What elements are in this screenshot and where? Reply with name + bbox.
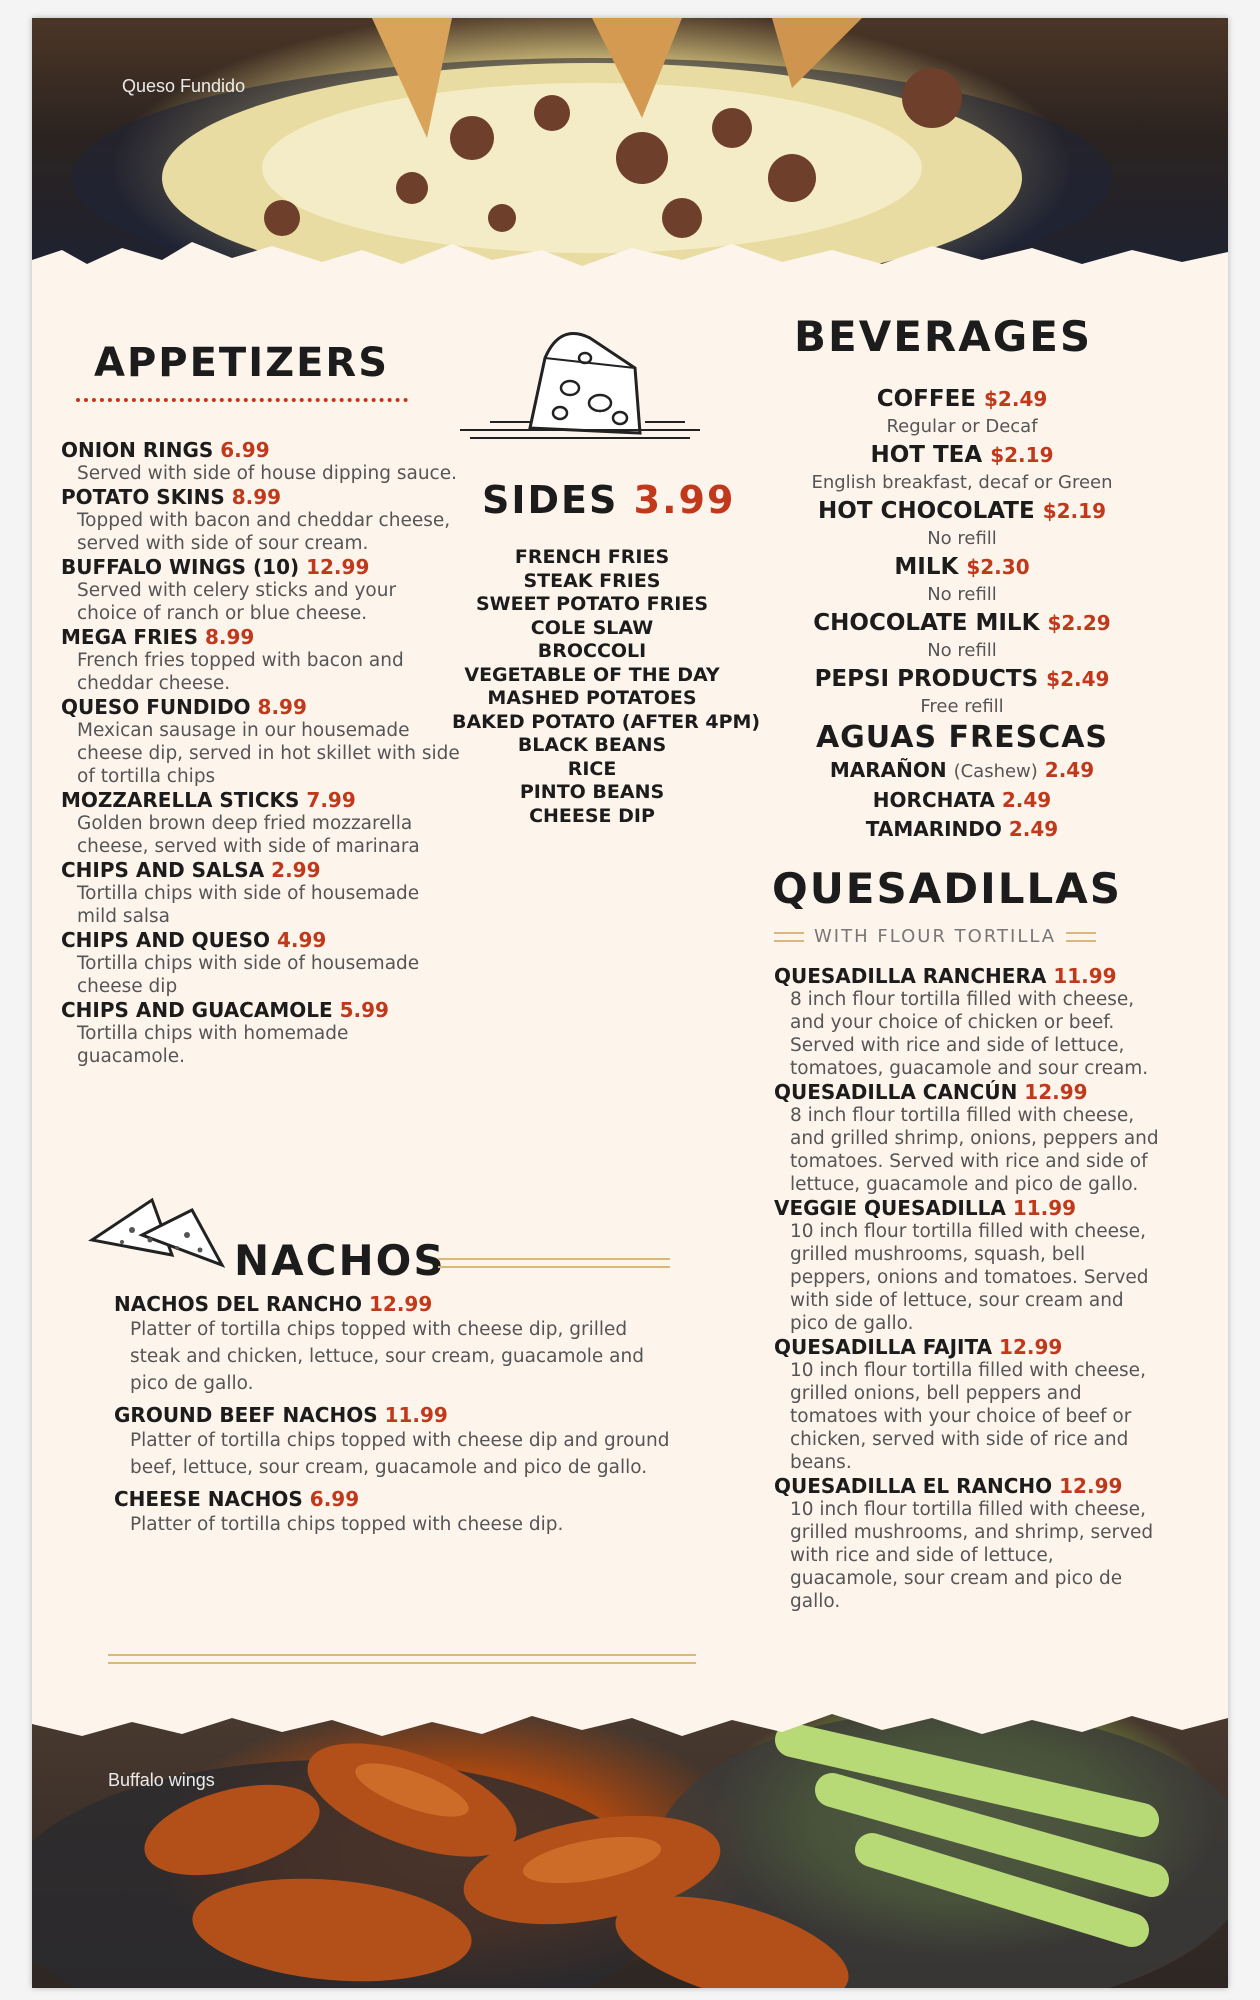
beverage-name: HOT TEA (870, 442, 983, 468)
beverage-price: $2.19 (990, 443, 1054, 467)
subtitle-rule-right (1066, 932, 1096, 942)
quesadillas-subtitle-row (774, 926, 1124, 947)
item-name: MEGA FRIES (61, 625, 198, 649)
beverage-name: MILK (894, 554, 959, 580)
side-item: PINTO BEANS (519, 781, 665, 803)
beverage-note: Regular or Decaf (886, 416, 1038, 437)
item-name: BUFFALO WINGS (10) (61, 555, 300, 579)
item-name: QUESADILLA RANCHERA (774, 964, 1047, 988)
quesadillas-title: QUESADILLAS (772, 864, 1123, 913)
nachos-icon (82, 1180, 232, 1280)
item-name: NACHOS DEL RANCHO (114, 1292, 363, 1316)
appetizer-item (61, 788, 461, 858)
beverage-price: $2.29 (1047, 611, 1111, 635)
quesadillas-list (774, 964, 1164, 1613)
side-item: CHEESE DIP (529, 804, 655, 827)
appetizers-list (61, 438, 461, 1068)
sides-price: 3.99 (633, 478, 736, 522)
appetizer-item (61, 928, 461, 998)
agua-price: 2.49 (1044, 758, 1095, 782)
item-description: Served with side of house dipping sauce. (77, 463, 457, 484)
queso-fundido-photo (32, 18, 1228, 280)
item-description: Served with celery sticks and your choice of ranch or blue cheese. (77, 580, 397, 624)
item-price: 7.99 (306, 788, 356, 812)
quesadilla-item (774, 1196, 1164, 1335)
item-price: 12.99 (999, 1335, 1063, 1359)
agua-price: 2.49 (1001, 788, 1052, 812)
appetizer-item (61, 998, 461, 1068)
item-price: 5.99 (339, 998, 389, 1022)
item-price: 12.99 (368, 1292, 433, 1316)
item-description: Platter of tortilla chips topped with cheese dip. (130, 1514, 564, 1535)
agua-item (772, 815, 1152, 844)
item-price: 11.99 (1012, 1196, 1077, 1220)
item-description: 10 inch flour tortilla filled with cheese, grilled onions, bell peppers and tomatoes with your choice of beef or chicken, served with side of rice and beans. (790, 1360, 1146, 1473)
beverage-item (772, 496, 1152, 552)
item-name: QUESO FUNDIDO (61, 695, 251, 719)
beverages-list (772, 384, 1152, 844)
quesadilla-item (774, 1474, 1164, 1613)
agua-note: (Cashew) (953, 761, 1038, 782)
aguas-frescas-title: AGUAS FRESCAS (815, 720, 1109, 755)
item-description: 10 inch flour tortilla filled with cheese, grilled mushrooms, and shrimp, served with rice and side of lettuce, guacamole, sour cream and pico de gallo. (790, 1499, 1154, 1612)
item-price: 11.99 (384, 1403, 448, 1427)
item-name: CHIPS AND QUESO (61, 928, 270, 952)
nachos-bottom-rule (108, 1654, 696, 1664)
item-description: 8 inch flour tortilla filled with cheese, and grilled shrimp, onions, peppers and tomatoes. Served with rice and side of lettuce, guacamole and pico de gallo. (790, 1105, 1159, 1195)
side-item: RICE (567, 757, 617, 780)
item-price: 2.99 (271, 858, 321, 882)
beverage-note: No refill (927, 584, 997, 605)
side-item: BROCCOLI (537, 640, 647, 662)
side-item: BAKED POTATO (AFTER 4PM) (452, 710, 761, 733)
beverage-item (772, 384, 1152, 440)
agua-price: 2.49 (1008, 817, 1059, 841)
side-item: SWEET POTATO FRIES (475, 593, 709, 615)
beverage-note: No refill (927, 640, 997, 661)
item-price: 8.99 (231, 485, 282, 509)
item-description: Tortilla chips with side of housemade cheese dip (77, 953, 420, 997)
item-name: MOZZARELLA STICKS (61, 788, 300, 812)
beverage-price: $2.30 (966, 555, 1030, 579)
item-name: QUESADILLA EL RANCHO (774, 1474, 1053, 1498)
item-name: POTATO SKINS (61, 485, 225, 509)
side-item: STEAK FRIES (523, 569, 661, 592)
sides-list (452, 546, 761, 828)
item-name: VEGGIE QUESADILLA (774, 1196, 1006, 1220)
item-name: ONION RINGS (61, 438, 214, 462)
item-price: 4.99 (276, 928, 327, 952)
appetizer-item (61, 625, 461, 695)
item-name: CHIPS AND SALSA (61, 858, 265, 882)
item-description: 8 inch flour tortilla filled with cheese, and your choice of chicken or beef. Served with rice and side of lettuce, tomatoes, guacamole and sour cream. (790, 989, 1149, 1079)
beverage-note: Free refill (920, 696, 1004, 717)
item-description: Tortilla chips with homemade guacamole. (77, 1023, 349, 1067)
item-price: 12.99 (306, 555, 370, 579)
appetizer-item (61, 555, 461, 625)
appetizers-title: APPETIZERS (94, 340, 390, 386)
appetizer-item (61, 438, 461, 485)
item-name: CHEESE NACHOS (114, 1487, 303, 1511)
side-item: MASHED POTATOES (487, 687, 697, 709)
nachos-title-rule (438, 1258, 670, 1268)
quesadilla-item (774, 964, 1164, 1080)
torn-edge-top (32, 220, 1228, 280)
torn-edge-bottom (32, 1700, 1228, 1750)
item-name: QUESADILLA FAJITA (774, 1335, 993, 1359)
side-item: BLACK BEANS (517, 734, 667, 756)
item-price: 8.99 (257, 695, 307, 719)
nachos-item (114, 1487, 674, 1538)
appetizer-item (61, 485, 461, 555)
item-description: French fries topped with bacon and cheddar cheese. (77, 650, 404, 694)
item-price: 8.99 (204, 625, 255, 649)
beverage-note: No refill (927, 528, 997, 549)
beverage-item (772, 552, 1152, 608)
beverage-name: HOT CHOCOLATE (818, 498, 1035, 524)
appetizers-divider (76, 398, 408, 402)
item-description: Platter of tortilla chips topped with cheese dip, grilled steak and chicken, lettuce, sour cream, guacamole and pico de gallo. (130, 1319, 644, 1394)
side-item: VEGETABLE OF THE DAY (464, 663, 720, 686)
item-price: 11.99 (1053, 964, 1117, 988)
beverage-price: $2.49 (1046, 667, 1110, 691)
beverages-title: BEVERAGES (794, 312, 1093, 361)
quesadilla-item (774, 1080, 1164, 1196)
beverage-price: $2.19 (1042, 499, 1106, 523)
subtitle-rule-left (774, 932, 804, 942)
item-price: 12.99 (1024, 1080, 1088, 1104)
nachos-item (114, 1292, 674, 1403)
beverage-item (772, 440, 1152, 496)
beverage-item (772, 608, 1152, 664)
side-item: COLE SLAW (530, 616, 654, 639)
agua-item (772, 786, 1152, 815)
beverage-name: PEPSI PRODUCTS (814, 666, 1039, 692)
beverage-price: $2.49 (984, 387, 1048, 411)
nachos-list (114, 1292, 674, 1538)
item-description: Platter of tortilla chips topped with cheese dip and ground beef, lettuce, sour cream, guacamole and pico de gallo. (130, 1430, 670, 1478)
sides-title-text: SIDES (482, 478, 619, 522)
item-description: Topped with bacon and cheddar cheese, served with side of sour cream. (77, 510, 451, 554)
side-item: FRENCH FRIES (514, 546, 670, 568)
beverage-name: COFFEE (876, 386, 976, 412)
nachos-title: NACHOS (234, 1236, 446, 1285)
beverage-note: English breakfast, decaf or Green (811, 472, 1113, 493)
agua-name: HORCHATA (872, 788, 995, 812)
quesadillas-subtitle: WITH FLOUR TORTILLA (814, 926, 1057, 947)
item-price: 12.99 (1059, 1474, 1123, 1498)
item-description: 10 inch flour tortilla filled with cheese, grilled mushrooms, squash, bell peppers, onions and tomatoes. Served with side of lettuce, sour cream and pico de gallo. (790, 1221, 1149, 1334)
top-photo-caption: Queso Fundido (122, 76, 246, 96)
item-name: GROUND BEEF NACHOS (114, 1403, 378, 1427)
item-name: QUESADILLA CANCÚN (774, 1080, 1018, 1104)
item-description: Tortilla chips with side of housemade mild salsa (77, 883, 420, 927)
item-name: CHIPS AND GUACAMOLE (61, 998, 333, 1022)
item-description: Mexican sausage in our housemade cheese dip, served in hot skillet with side of tortilla chips (77, 720, 460, 787)
agua-name: TAMARINDO (865, 817, 1002, 841)
item-price: 6.99 (220, 438, 270, 462)
bottom-photo-caption: Buffalo wings (108, 1770, 215, 1790)
item-price: 6.99 (309, 1487, 360, 1511)
menu-page (32, 18, 1228, 1988)
beverage-name: CHOCOLATE MILK (813, 610, 1040, 636)
appetizer-item (61, 858, 461, 928)
cheese-icon (460, 318, 710, 448)
appetizer-item (61, 695, 461, 788)
nachos-item (114, 1403, 674, 1487)
quesadilla-item (774, 1335, 1164, 1474)
agua-name: MARAÑON (829, 758, 947, 782)
agua-item (772, 756, 1152, 786)
beverage-item (772, 664, 1152, 720)
buffalo-wings-photo (32, 1700, 1228, 1988)
item-description: Golden brown deep fried mozzarella cheese, served with side of marinara (77, 813, 420, 857)
sides-title (482, 478, 735, 522)
